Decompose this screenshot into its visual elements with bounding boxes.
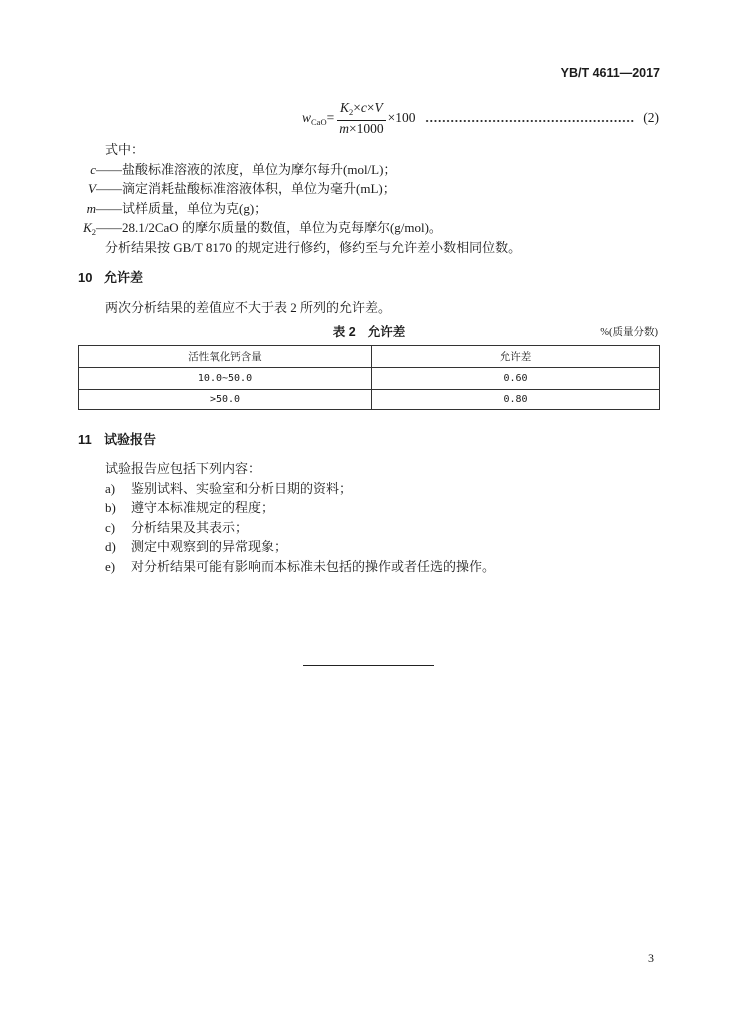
report-contents [105,459,495,577]
table-header-row [79,346,660,368]
definition-m [76,199,660,219]
table-2-caption [78,323,660,342]
definition-symbol: V [88,181,96,196]
formula-definitions [76,140,660,257]
definition-symbol [76,218,96,243]
formula-denominator [337,120,385,136]
table-cell: 0.60 [372,368,660,390]
end-of-standard-rule [303,665,434,666]
section-11-heading [78,430,156,450]
formula-den-m: m [339,121,349,136]
section-title: 试验报告 [104,432,157,447]
definition-k2 [76,218,660,238]
section-10-paragraph: 两次分析结果的差值应不大于表 2 所列的允许差。 [105,300,392,315]
standard-code-header: YB/T 4611—2017 [560,66,660,80]
formula-2 [302,101,659,135]
section-number: 11 [78,432,92,447]
list-item-text: 鉴别试料、实验室和分析日期的资料； [131,480,353,496]
table-cell: 0.80 [372,390,660,410]
rounding-note: 分析结果按 GB/T 8170 的规定进行修约，修约至与允许差小数相同位数。 [105,239,522,255]
list-item [105,518,495,538]
formula-num-k: K [340,100,350,115]
formula-numerator [338,100,385,120]
definition-symbol-letter: K [83,220,92,235]
section-10-heading [78,268,143,288]
formula-num-c: c [360,100,367,115]
formula-lhs-var: w [302,109,312,125]
list-item-text: 遵守本标准规定的程度； [131,500,275,516]
table-header-cell: 允许差 [372,346,660,368]
table-row [79,368,660,390]
table-cell: >50.0 [79,390,372,410]
list-item-text: 分析结果及其表示； [131,519,249,535]
table-header-cell: 活性氧化钙含量 [79,346,372,368]
formula-lhs [302,110,327,127]
formula-num-times-1: × [353,100,361,115]
formula-times-100: ×100 [387,110,416,125]
list-item-text: 测定中观察到的异常现象； [131,539,288,555]
list-item-label: d) [105,539,116,555]
formula-equals: = [326,110,335,125]
table-caption-label: 表 2 [332,325,356,339]
definition-text: ——盐酸标准溶液的浓度，单位为摩尔每升(mol/L)； [96,161,397,177]
table-cell: 10.0~50.0 [79,368,372,390]
formula-num-k-sub: 2 [349,107,354,117]
definition-symbol: m [86,200,96,216]
list-item [105,537,495,557]
table-unit: %(质量分数) [600,327,658,338]
formula-fraction [337,100,385,136]
section-title: 允许差 [104,270,144,285]
definition-symbol-sub: 2 [91,227,96,237]
definition-v [76,179,660,199]
tolerance-table [78,345,660,410]
report-intro: 试验报告应包括下列内容： [105,461,262,476]
table-row [79,390,660,410]
where-intro: 式中： [105,142,145,157]
section-number: 10 [78,270,93,285]
list-item [105,557,495,577]
list-item-text: 对分析结果可能有影响而本标准未包括的操作或者任选的操作。 [131,558,496,574]
formula-num-v: V [374,100,383,115]
formula-leader-dots [425,119,635,123]
definition-text: ——滴定消耗盐酸标准溶液体积，单位为毫升(mL)； [96,181,396,196]
list-item [105,498,495,518]
definition-symbol: c [90,161,96,177]
formula-lhs-sub: CaO [311,116,327,127]
list-item-label: b) [105,500,116,516]
list-item-label: c) [105,519,116,535]
list-item-label: a) [105,480,116,496]
formula-num-times-2: × [366,100,375,115]
table-caption-text: 允许差 [367,325,406,339]
page-number: 3 [648,951,654,965]
table-caption-title [78,323,660,342]
list-item-label: e) [105,558,116,574]
definition-text: ——试样质量，单位为克(g)； [96,200,268,216]
definition-c [76,160,660,180]
formula-den-rest: ×1000 [348,121,384,136]
definition-text: ——28.1/2CaO 的摩尔质量的数值，单位为克每摩尔(g/mol)。 [96,220,442,235]
formula-number: (2) [643,110,659,125]
list-item [105,479,495,499]
